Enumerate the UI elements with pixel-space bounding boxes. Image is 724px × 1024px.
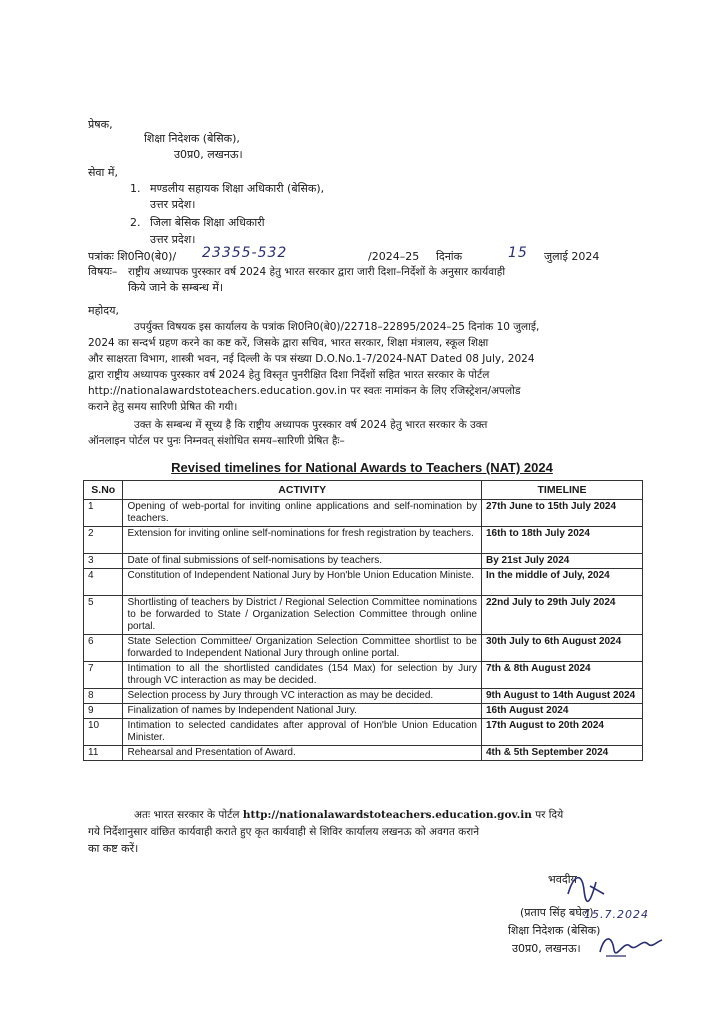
row-timeline: By 21st July 2024: [481, 554, 642, 569]
letter-ref-handwritten-day: 15: [508, 245, 528, 261]
from-label: प्रेषक,: [88, 118, 113, 131]
initials-scribble-icon: [596, 930, 666, 966]
letter-ref-handwritten-number: 23355-532: [202, 245, 288, 261]
letter-ref-date-label: दिनांक: [436, 250, 463, 263]
recipient-1-num: 1.: [130, 182, 141, 195]
row-activity: Rehearsal and Presentation of Award.: [123, 746, 481, 761]
portal-url: http://nationalawardstoteachers.education.gov.in: [242, 809, 532, 821]
salutation: महोदय,: [88, 304, 119, 317]
row-sno: 4: [84, 569, 123, 596]
row-timeline: 27th June to 15th July 2024: [481, 500, 642, 527]
subject-label: विषयः–: [88, 265, 118, 278]
column-header-activity: ACTIVITY: [123, 481, 481, 500]
row-activity: Shortlisting of teachers by District / Regional Selection Committee nominations to be forwarded to State / Organization Selection Committee through online portal.: [123, 596, 481, 635]
table-row: [84, 527, 643, 554]
row-sno: 7: [84, 662, 123, 689]
yours-faithfully: भवदीय: [548, 873, 577, 886]
row-activity: Opening of web-portal for inviting online applications and self-nomination by teachers.: [123, 500, 481, 527]
subject-line1: राष्ट्रीय अध्यापक पुरस्कार वर्ष 2024 हेतु भारत सरकार द्वारा जारी दिशा–निर्देशों के अनुसार कार्यवाही: [128, 266, 506, 278]
row-timeline: 17th August to 20th 2024: [481, 719, 642, 746]
para1-line1: उपर्युक्त विषयक इस कार्यालय के पत्रांक शि0नि0(बे0)/22718–22895/2024–25 दिनांक 10 जुलाई,: [134, 321, 540, 333]
row-timeline: 30th July to 6th August 2024: [481, 635, 642, 662]
para1-line4: द्वारा राष्ट्रीय अध्यापक पुरस्कार वर्ष 2024 हेतु विस्तृत पुनरीक्षित दिशा निर्देशों सहित भारत सरकार के पोर्टल: [88, 369, 490, 381]
row-sno: 5: [84, 596, 123, 635]
timeline-heading: Revised timelines for National Awards to Teachers (NAT) 2024: [171, 460, 553, 475]
para2-line1: उक्त के सम्बन्ध में सूच्य है कि राष्ट्रीय अध्यापक पुरस्कार वर्ष 2024 हेतु भारत सरकार के उक्त: [134, 419, 488, 431]
recipient-2-line1: जिला बेसिक शिक्षा अधिकारी: [150, 216, 265, 229]
row-activity: Constitution of Independent National Jury by Hon'ble Union Education Ministe.: [123, 569, 481, 596]
recipient-1-line2: उत्तर प्रदेश।: [150, 198, 196, 211]
closing-line3: का कष्ट करें।: [88, 842, 139, 855]
closing-line1: [134, 808, 563, 822]
row-timeline: 16th to 18th July 2024: [481, 527, 642, 554]
letter-ref-year: /2024–25: [368, 250, 420, 263]
row-activity: Date of final submissions of self-nomisations by teachers.: [123, 554, 481, 569]
para2-line2: ऑनलाइन पोर्टल पर पुनः निम्नवत् संशोधित समय–सारिणी प्रेषित हैः–: [88, 435, 345, 447]
row-timeline: 22nd July to 29th July 2024: [481, 596, 642, 635]
table-row: [84, 662, 643, 689]
row-activity: Intimation to all the shortlisted candidates (154 Max) for selection by Jury through VC interaction as may be decided.: [123, 662, 481, 689]
column-header-timeline: TIMELINE: [481, 481, 642, 500]
table-row: [84, 569, 643, 596]
row-timeline: 4th & 5th September 2024: [481, 746, 642, 761]
recipient-1-line1: मण्डलीय सहायक शिक्षा अधिकारी (बेसिक),: [150, 182, 325, 195]
row-timeline: 9th August to 14th August 2024: [481, 689, 642, 704]
para1-line5: http://nationalawardstoteachers.education.gov.in पर स्वतः नामांकन के लिए रजिस्ट्रेशन/अपलोड: [88, 385, 521, 397]
table-row: [84, 689, 643, 704]
row-sno: 6: [84, 635, 123, 662]
sender-line1: शिक्षा निदेशक (बेसिक),: [144, 132, 240, 145]
timeline-table: [83, 480, 643, 761]
row-sno: 2: [84, 527, 123, 554]
closing-line1-post: पर दिये: [535, 809, 564, 821]
row-activity: State Selection Committee/ Organization Selection Committee shortlist to be forwarded to Independent National Jury through online portal.: [123, 635, 481, 662]
to-label: सेवा में,: [88, 166, 118, 179]
table-row: [84, 635, 643, 662]
table-row: [84, 596, 643, 635]
recipient-2-num: 2.: [130, 216, 141, 229]
row-activity: Finalization of names by Independent National Jury.: [123, 704, 481, 719]
para1-line3: और साक्षरता विभाग, शास्त्री भवन, नई दिल्ली के पत्र संख्या D.O.No.1-7/2024-NAT Dated 08 July, 2024: [88, 353, 535, 365]
row-sno: 3: [84, 554, 123, 569]
column-header-sno: S.No: [84, 481, 123, 500]
timeline-body: [84, 500, 643, 761]
handwritten-sign-date: 15.7.2024: [584, 908, 649, 921]
row-sno: 10: [84, 719, 123, 746]
table-row: [84, 704, 643, 719]
signature-scribble-icon: [560, 864, 630, 914]
table-header-row: [84, 481, 643, 500]
letter-ref-prefix: पत्रांकः शि0नि0(बे0)/: [88, 250, 177, 263]
row-timeline: 16th August 2024: [481, 704, 642, 719]
row-activity: Extension for inviting online self-nominations for fresh registration by teachers.: [123, 527, 481, 554]
row-activity: Selection process by Jury through VC interaction as may be decided.: [123, 689, 481, 704]
row-timeline: In the middle of July, 2024: [481, 569, 642, 596]
table-row: [84, 746, 643, 761]
closing-line1-pre: अतः भारत सरकार के पोर्टल: [134, 809, 240, 821]
signatory-place: उ0प्र0, लखनऊ।: [512, 942, 581, 955]
signatory-name: (प्रताप सिंह बघेल): [520, 906, 594, 919]
closing-line2: गये निर्देशानुसार वांछित कार्यवाही कराते हुए कृत कार्यवाही से शिविर कार्यालय लखनऊ को अवगत कराने: [88, 826, 480, 838]
recipient-2-line2: उत्तर प्रदेश।: [150, 233, 196, 246]
row-sno: 1: [84, 500, 123, 527]
letter-ref-date-rest: जुलाई 2024: [544, 250, 600, 263]
row-sno: 11: [84, 746, 123, 761]
table-row: [84, 719, 643, 746]
para1-line2: 2024 का सन्दर्भ ग्रहण करने का कष्ट करें, जिसके द्वारा सचिव, भारत सरकार, शिक्षा मंत्रालय, स्कूल शिक्षा: [88, 337, 489, 349]
para1-line6: कराने हेतु समय सारिणी प्रेषित की गयी।: [88, 401, 238, 413]
sender-line2: उ0प्र0, लखनऊ।: [174, 148, 243, 161]
table-row: [84, 500, 643, 527]
subject-line2: किये जाने के सम्बन्ध में।: [128, 281, 224, 294]
row-activity: Intimation to selected candidates after approval of Hon'ble Union Education Minister.: [123, 719, 481, 746]
signatory-designation: शिक्षा निदेशक (बेसिक): [508, 924, 601, 937]
row-sno: 9: [84, 704, 123, 719]
row-sno: 8: [84, 689, 123, 704]
row-timeline: 7th & 8th August 2024: [481, 662, 642, 689]
table-row: [84, 554, 643, 569]
